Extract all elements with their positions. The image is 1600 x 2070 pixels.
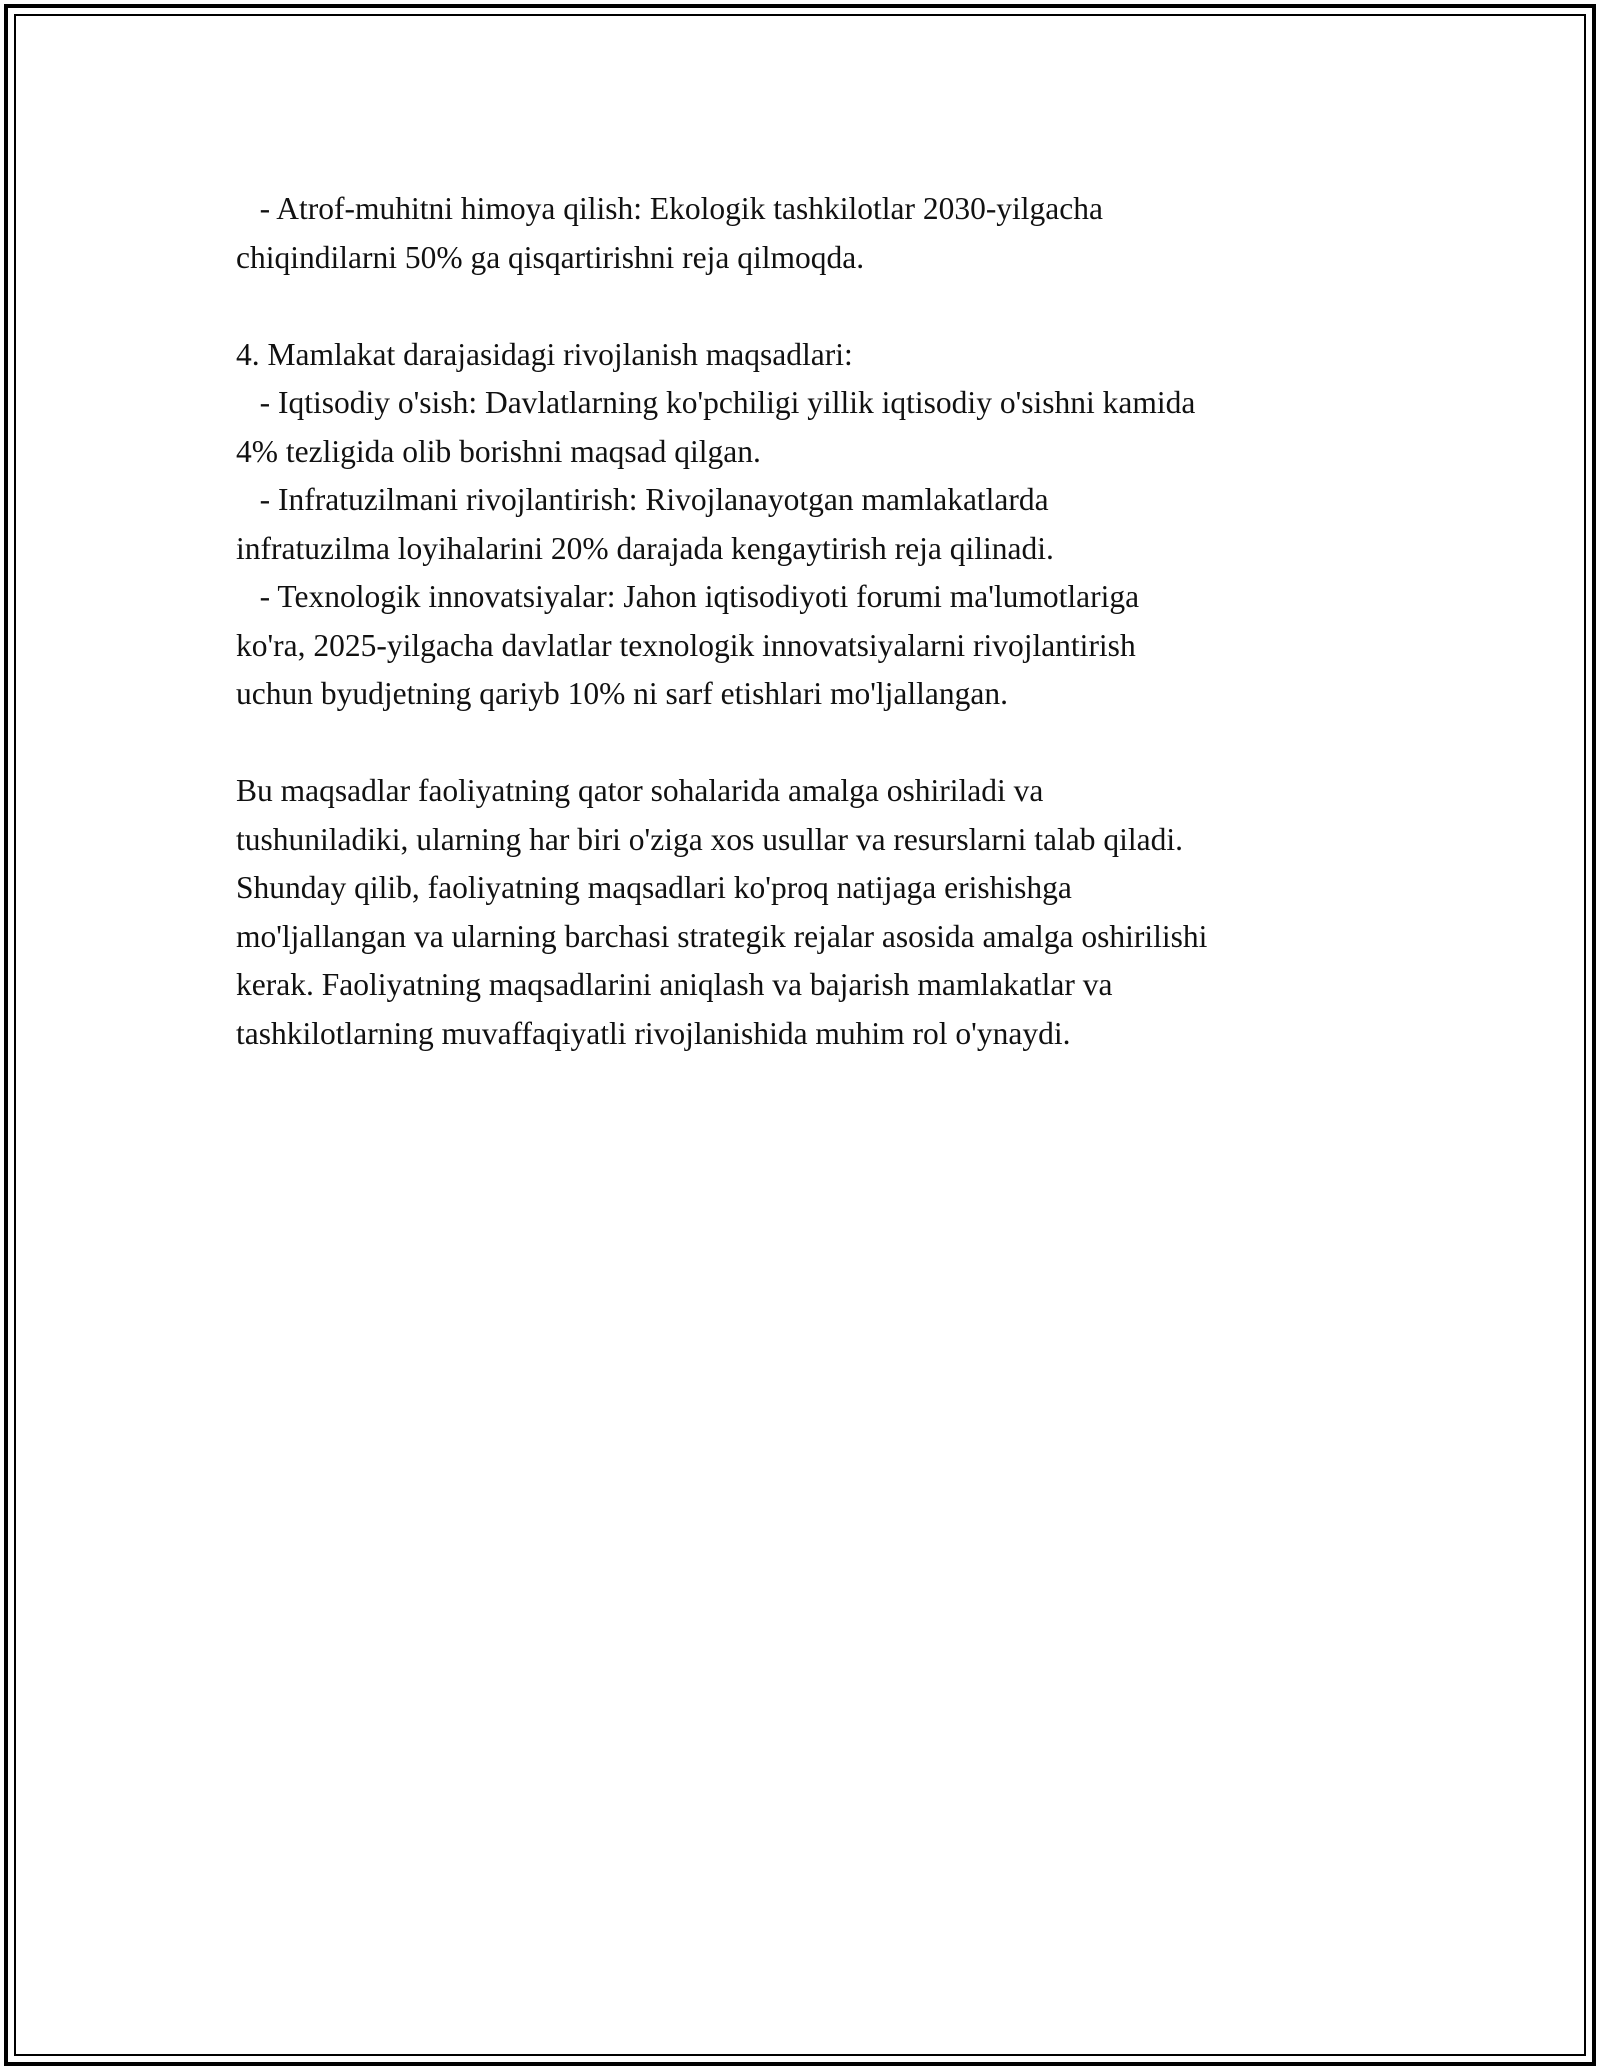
text-line: infratuzilma loyihalarini 20% darajada kengaytirish reja qilinadi.: [236, 530, 1054, 566]
text-line: uchun byudjetning qariyb 10% ni sarf etishlari mo'ljallangan.: [236, 676, 1008, 711]
text-line: Shunday qilib, faoliyatning maqsadlari ko'proq natijaga erishishga: [236, 870, 1072, 905]
text-line: Bu maqsadlar faoliyatning qator sohalarida amalga oshiriladi va: [236, 773, 1044, 808]
section-country-goals: [236, 331, 1386, 719]
paragraph-spacer: [236, 282, 1386, 331]
document-body: [236, 185, 1386, 1058]
text-line: tushuniladiki, ularning har biri o'ziga xos usullar va resurslarni talab qiladi.: [236, 821, 1183, 857]
text-line: 4% tezligida olib borishni maqsad qilgan.: [236, 433, 761, 469]
text-line: - Atrof-muhitni himoya qilish: Ekologik tashkilotlar 2030-yilgacha: [236, 191, 1104, 226]
text-line: chiqindilarni 50% ga qisqartirishni reja qilmoqda.: [236, 239, 865, 275]
section-heading: 4. Mamlakat darajasidagi rivojlanish maqsadlari:: [236, 336, 853, 372]
text-line: mo'ljallangan va ularning barchasi strategik rejalar asosida amalga oshirilishi: [236, 918, 1208, 954]
text-line: ko'ra, 2025-yilgacha davlatlar texnologik innovatsiyalarni rivojlantirish: [236, 627, 1136, 663]
paragraph-conclusion: [236, 767, 1386, 1058]
paragraph-environment-goal: [236, 185, 1386, 282]
text-line: - Iqtisodiy o'sish: Davlatlarning ko'pchiligi yillik iqtisodiy o'sishni kamida: [236, 385, 1196, 420]
text-line: tashkilotlarning muvaffaqiyatli rivojlanishida muhim rol o'ynaydi.: [236, 1015, 1071, 1051]
paragraph-spacer: [236, 719, 1386, 768]
text-line: kerak. Faoliyatning maqsadlarini aniqlash va bajarish mamlakatlar va: [236, 967, 1113, 1002]
text-line: - Texnologik innovatsiyalar: Jahon iqtisodiyoti forumi ma'lumotlariga: [236, 579, 1140, 614]
text-line: - Infratuzilmani rivojlantirish: Rivojlanayotgan mamlakatlarda: [236, 482, 1049, 517]
